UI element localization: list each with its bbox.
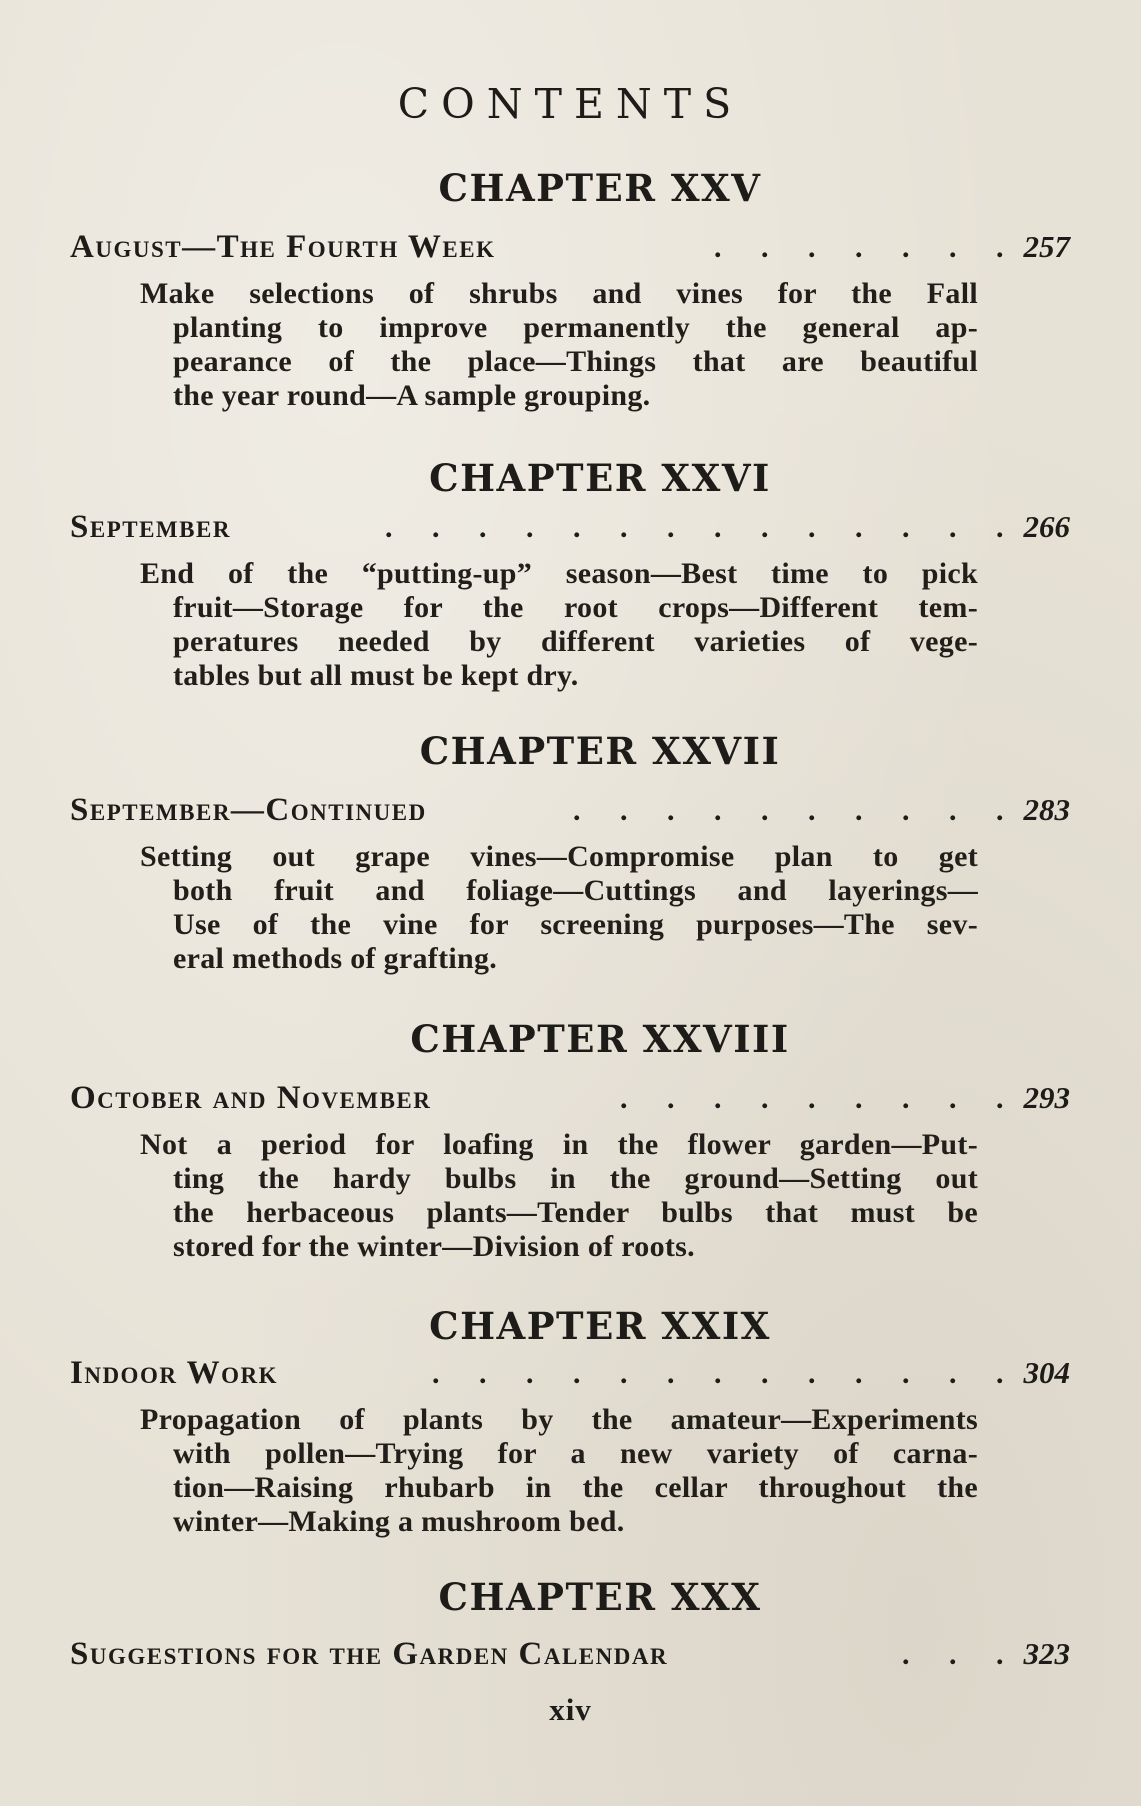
toc-entry[interactable] xyxy=(70,227,1070,267)
dot-leader: . . . . . . . xyxy=(714,231,1020,264)
chapter-xxvii xyxy=(70,728,1070,976)
summary-line: End of the “putting-up” season—Best time to pick xyxy=(140,557,978,590)
summary-line: stored for the winter—Division of roots. xyxy=(173,1230,695,1263)
chapter-heading: CHAPTER XXX xyxy=(438,1575,762,1619)
toc-entry[interactable] xyxy=(70,1353,1070,1393)
chapter-heading: CHAPTER XXVIII xyxy=(410,1017,790,1061)
page-folio: xiv xyxy=(549,1692,592,1727)
entry-title: August—The Fourth Week xyxy=(70,229,496,265)
chapter-xxviii xyxy=(70,1016,1070,1264)
entry-title: September xyxy=(70,509,231,545)
page-number: 293 xyxy=(1023,1080,1070,1115)
summary-line: winter—Making a mushroom bed. xyxy=(173,1505,625,1538)
summary-line: with pollen—Trying for a new variety of carna- xyxy=(173,1437,978,1470)
summary-line: Not a period for loafing in the flower garden—Put- xyxy=(140,1128,978,1161)
toc-entry[interactable] xyxy=(70,790,1070,830)
dot-leader: . . . xyxy=(902,1638,1020,1671)
summary-line: tables but all must be kept dry. xyxy=(173,659,579,692)
chapter-heading: CHAPTER XXIX xyxy=(429,1304,771,1348)
dot-leader: . . . . . . . . . . . . . . xyxy=(385,511,1020,544)
chapter-summary xyxy=(140,557,978,693)
toc-entry[interactable] xyxy=(70,507,1070,547)
chapter-heading: CHAPTER XXV xyxy=(438,166,762,210)
summary-line: planting to improve permanently the general ap- xyxy=(173,311,978,344)
summary-line: the year round—A sample grouping. xyxy=(173,379,651,412)
toc-entry[interactable] xyxy=(70,1634,1070,1674)
summary-line: both fruit and foliage—Cuttings and layerings— xyxy=(173,874,978,907)
page-number: 304 xyxy=(1023,1355,1070,1390)
summary-line: tion—Raising rhubarb in the cellar throughout the xyxy=(173,1471,978,1504)
chapter-heading: CHAPTER XXVII xyxy=(419,729,781,773)
summary-line: eral methods of grafting. xyxy=(173,942,498,975)
summary-line: Propagation of plants by the amateur—Experiments xyxy=(140,1403,978,1436)
chapter-xxix xyxy=(70,1303,1070,1539)
chapter-summary xyxy=(140,277,978,413)
page-number: 257 xyxy=(1023,229,1070,264)
page-number: 323 xyxy=(1023,1636,1070,1671)
chapter-xxx xyxy=(70,1574,1070,1674)
chapter-summary xyxy=(140,840,978,976)
chapter-xxvi xyxy=(70,455,1070,693)
page-number: 283 xyxy=(1023,792,1070,827)
summary-line: the herbaceous plants—Tender bulbs that must be xyxy=(173,1196,978,1229)
entry-title: October and November xyxy=(70,1080,432,1116)
chapter-summary xyxy=(140,1403,978,1539)
summary-line: pearance of the place—Things that are beautiful xyxy=(173,345,978,378)
chapter-xxv xyxy=(70,165,1070,413)
chapter-summary xyxy=(140,1128,978,1264)
contents-title: CONTENTS xyxy=(397,80,744,128)
toc-entry[interactable] xyxy=(70,1078,1070,1118)
entry-title: Indoor Work xyxy=(70,1355,278,1391)
page-number: 266 xyxy=(1023,509,1070,544)
summary-line: peratures needed by different varieties of vege- xyxy=(173,625,978,658)
summary-line: Use of the vine for screening purposes—The sev- xyxy=(173,908,978,941)
entry-title: Suggestions for the Garden Calendar xyxy=(70,1636,669,1672)
dot-leader: . . . . . . . . . . . . . xyxy=(432,1357,1020,1390)
summary-line: Make selections of shrubs and vines for the Fall xyxy=(140,277,978,310)
dot-leader: . . . . . . . . . xyxy=(620,1082,1020,1115)
entry-title: September—Continued xyxy=(70,792,427,828)
summary-line: fruit—Storage for the root crops—Different tem- xyxy=(173,591,978,624)
chapter-heading: CHAPTER XXVI xyxy=(429,456,771,500)
summary-line: ting the hardy bulbs in the ground—Setting out xyxy=(173,1162,978,1195)
dot-leader: . . . . . . . . . . xyxy=(573,794,1020,827)
summary-line: Setting out grape vines—Compromise plan to get xyxy=(140,840,978,873)
